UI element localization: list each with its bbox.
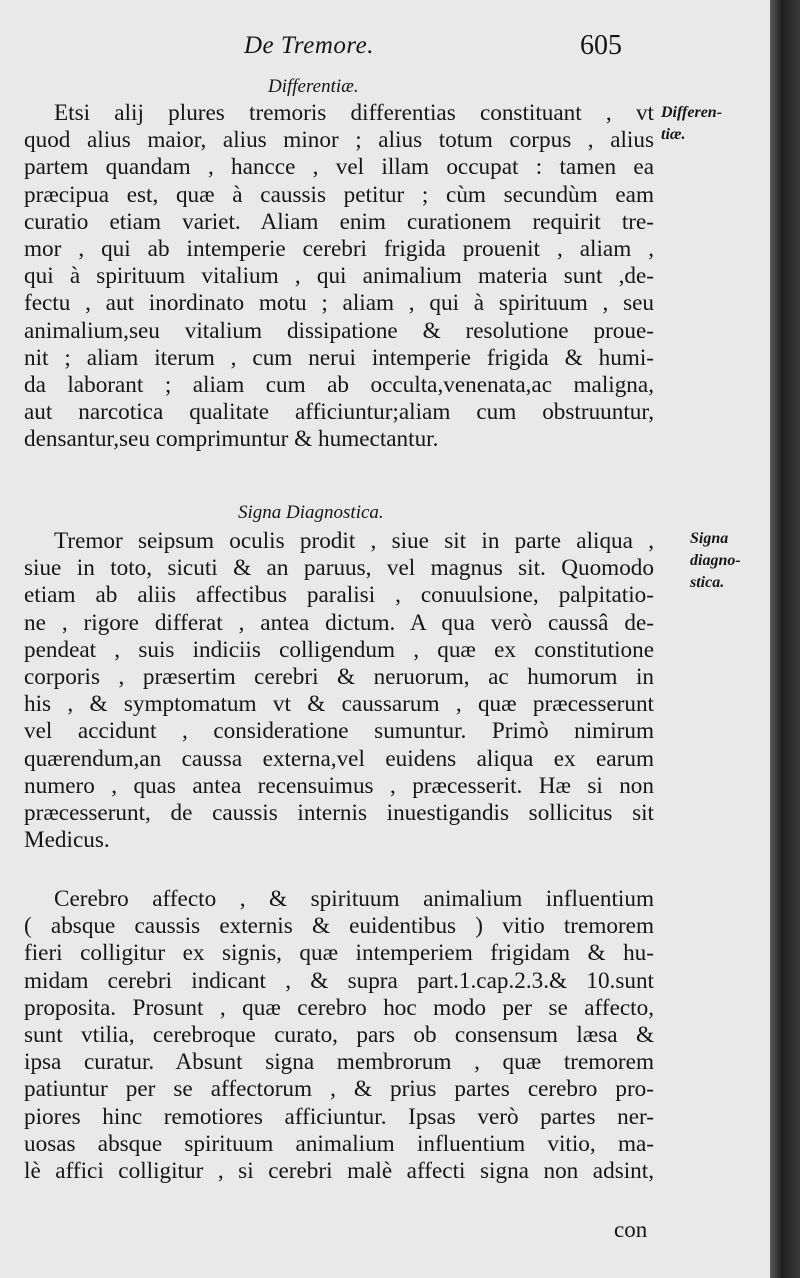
text-line: quod alius maior, alius minor ; alius totum corpus , alius — [24, 127, 654, 154]
text-line: patiuntur per se affectorum , & prius partes cerebro pro- — [24, 1076, 654, 1103]
text-line: siue in toto, sicuti & an paruus, vel magnus sit. Quomodo — [24, 555, 654, 582]
text-line: proposita. Prosunt , quæ cerebro hoc modo per se affecto, — [24, 994, 654, 1021]
page-number: 605 — [580, 30, 622, 61]
text-line: vel accidunt , consideratione sumuntur. Primò nimirum — [24, 718, 654, 745]
section-heading-signa-diagnostica: Signa Diagnostica. — [238, 502, 384, 523]
margin-note-differentiae — [661, 102, 722, 146]
text-line: Cerebro affecto , & spirituum animalium influentium — [54, 886, 654, 912]
running-head: De Tremore. — [244, 32, 375, 59]
text-line: piores hinc remotiores afficiuntur. Ipsas verò partes ner- — [24, 1103, 654, 1130]
text-line: da laborant ; aliam cum ab occulta,venenata,ac maligna, — [24, 372, 654, 399]
text-line: ne , rigore differat , antea dictum. A qua verò caussâ de- — [24, 609, 654, 636]
margin-note-line: Signa — [690, 530, 729, 547]
catchword: con — [614, 1217, 648, 1242]
section-heading-differentiae: Differentiæ. — [268, 76, 359, 97]
margin-note-line: tiæ. — [661, 126, 686, 143]
margin-note-line: diagno- — [690, 552, 741, 569]
text-line: Medicus. — [24, 827, 110, 854]
margin-note-signa-diagnostica — [690, 528, 741, 594]
text-line: aut narcotica qualitate afficiuntur;aliam cum obstruuntur, — [24, 399, 654, 426]
text-line: numero , quas antea recensuimus , præcesserit. Hæ si non — [24, 772, 654, 799]
text-line: lè affici colligitur , si cerebri malè affecti signa non adsint, — [24, 1158, 654, 1185]
text-line: fieri colligitur ex signis, quæ intemperiem frigidam & hu- — [24, 940, 654, 967]
text-line: his , & symptomatum vt & caussarum , quæ præcesserunt — [24, 691, 654, 718]
text-line: ( absque caussis externis & euidentibus ) vitio tremorem — [24, 913, 654, 940]
text-line: etiam ab aliis affectibus paralisi , conuulsione, palpitatio- — [24, 582, 654, 609]
text-line: Etsi alij plures tremoris differentias constituant , vt — [54, 100, 654, 126]
text-line: sunt vtilia, cerebroque curato, pars ob consensum læsa & — [24, 1022, 654, 1049]
paragraph-differentiae — [24, 100, 654, 454]
text-line: pendeat , suis indiciis colligendum , quæ ex constitutione — [24, 636, 654, 663]
text-line: midam cerebri indicant , & supra part.1.cap.2.3.& 10.sunt — [24, 967, 654, 994]
text-line: præcipua est, quæ à caussis petitur ; cùm secundùm eam — [24, 181, 654, 208]
book-gutter — [770, 0, 800, 1278]
paragraph-signa-diagnostica — [24, 528, 654, 854]
text-line: animalium,seu vitalium dissipatione & resolutione proue- — [24, 317, 654, 344]
page-header — [0, 28, 770, 68]
text-line: mor , qui ab intemperie cerebri frigida prouenit , aliam , — [24, 236, 654, 263]
text-line: densantur,seu comprimuntur & humectantur. — [24, 426, 439, 453]
text-line: curatio etiam variet. Aliam enim curationem requirit tre- — [24, 208, 654, 235]
text-line: qui à spirituum vitalium , qui animalium materia sunt ,de- — [24, 263, 654, 290]
margin-note-line: stica. — [690, 574, 725, 591]
text-line: nit ; aliam iterum , cum nerui intemperie frigida & humi- — [24, 344, 654, 371]
text-line: partem quandam , hancce , vel illam occupat : tamen ea — [24, 154, 654, 181]
text-line: fectu , aut inordinato motu ; aliam , qui à spirituum , seu — [24, 290, 654, 317]
text-line: Tremor seipsum oculis prodit , siue sit in parte aliqua , — [54, 528, 654, 554]
paragraph-cerebro-affecto — [24, 886, 654, 1185]
margin-note-line: Differen- — [661, 104, 723, 121]
text-line: præcesserunt, de caussis internis inuestigandis sollicitus sit — [24, 800, 654, 827]
text-line: ipsa curatur. Absunt signa membrorum , quæ tremorem — [24, 1049, 654, 1076]
text-line: corporis , præsertim cerebri & neruorum, ac humorum in — [24, 664, 654, 691]
text-line: uosas absque spirituum animalium influentium vitio, ma- — [24, 1130, 654, 1157]
text-line: quærendum,an caussa externa,vel euidens aliqua ex earum — [24, 745, 654, 772]
